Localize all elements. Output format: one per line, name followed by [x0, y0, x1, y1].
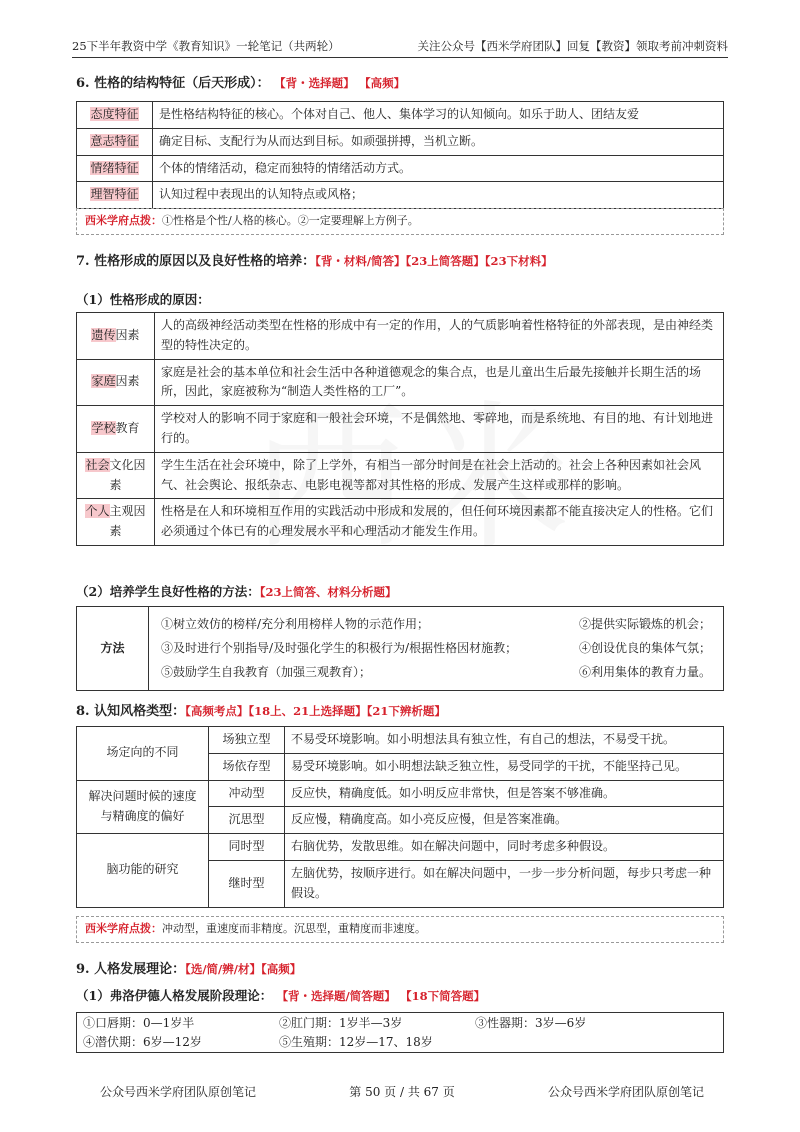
table-row [77, 102, 724, 129]
footer-left: 公众号西米学府团队原创笔记 [100, 1085, 257, 1099]
style-name: 同时型 [209, 834, 285, 861]
method-row [161, 615, 711, 635]
page-number: 第 50 页 / 共 67 页 [349, 1085, 455, 1099]
stage-item: ②肛门期：1岁半—3岁 [279, 1016, 403, 1030]
table-row [77, 727, 724, 754]
style-text: 反应慢，精确度高。如小亮反应慢，但是答案准确。 [285, 807, 724, 834]
page-footer [100, 1083, 704, 1100]
table-row [77, 155, 724, 182]
row-label: 态度特征 [90, 107, 139, 121]
style-text: 不易受环境影响。如小明想法具有独立性，有自己的想法，不易受干扰。 [285, 727, 724, 754]
method-item: ①树立效仿的榜样/充分利用榜样人物的示范作用； [161, 617, 430, 631]
sec8-heading [76, 700, 446, 719]
sec6-heading [76, 72, 405, 91]
cause-label-hl: 家庭 [91, 374, 116, 389]
note-text: ①性格是个性/人格的核心。②一定要理解上方例子。 [162, 214, 419, 227]
stage-item: ①口唇期：0—1岁半 [83, 1016, 195, 1030]
method-item: ③及时进行个别指导/及时强化学生的积极行为/根据性格因材施教； [161, 640, 518, 655]
style-name: 冲动型 [209, 780, 285, 807]
stage-row [83, 1014, 717, 1033]
structure-table [76, 101, 724, 209]
row-text: 确定目标、支配行为从而达到目标。如顽强拼搏，当机立断。 [153, 128, 724, 155]
table-row [77, 780, 724, 807]
sec9-sub1-heading [76, 986, 485, 1004]
style-text: 左脑优势，按顺序进行。如在解决问题中，一步一步分析问题，每步只考虑一种假设。 [285, 860, 724, 907]
stage-item: ③性器期：3岁—6岁 [475, 1016, 587, 1030]
cause-label-rest: 因素 [115, 327, 140, 342]
note-label: 西米学府点拨： [85, 922, 162, 935]
sec8-note [76, 916, 724, 943]
method-row [161, 639, 711, 659]
sec6-tag2: 【高频】 [359, 76, 406, 90]
cause-text: 学生生活在社会环境中，除了上学外，有相当一部分时间是在社会上活动的。社会上各种因素如社会风气、社会舆论、报纸杂志、电影电视等都对其性格的形成、发展产生这样或那样的影响。 [155, 452, 724, 499]
cause-label-hl: 遗传 [91, 327, 116, 342]
footer-right: 公众号西米学府团队原创笔记 [547, 1085, 704, 1099]
note-text: 冲动型，重速度而非精度。沉思型，重精度而非速度。 [162, 922, 426, 935]
cognitive-style-table [76, 726, 724, 908]
cause-text: 学校对人的影响不同于家庭和一般社会环境，不是偶然地、零碎地，而是系统地、有目的地、有计划地进行的。 [155, 406, 724, 453]
row-label: 情绪特征 [90, 160, 139, 175]
methods-cell [149, 607, 724, 691]
row-text: 个体的情绪活动，稳定而独特的情绪活动方式。 [153, 155, 724, 182]
method-item: ⑤鼓励学生自我教育（加强三观教育）； [161, 664, 372, 679]
table-row [77, 834, 724, 861]
table-row [77, 452, 724, 499]
sec7-heading [76, 250, 553, 269]
stage-item: ④潜伏期：6岁—12岁 [83, 1034, 202, 1049]
style-name: 沉思型 [209, 807, 285, 834]
cause-text: 家庭是社会的基本单位和社会生活中各种道德观念的集合点，也是儿童出生后最先接触并长期生活的场所，因此，家庭被称为“制造人类性格的工厂”。 [155, 359, 724, 406]
style-name: 继时型 [209, 860, 285, 907]
sec7-sub2-tag: 【23上简答、材料分析题】 [259, 585, 397, 599]
causes-table [76, 312, 724, 546]
sec7-tags: 【背・材料/简答】【23上简答题】【23下材料】 [315, 254, 553, 268]
cause-label-rest: 教育 [115, 421, 140, 436]
method-item: ②提供实际锻炼的机会； [578, 617, 711, 631]
group-name: 脑功能的研究 [77, 834, 209, 907]
sec7-sub2: （2）培养学生良好性格的方法： [76, 584, 260, 599]
stage-item: ⑤生殖期：12岁—17、18岁 [279, 1034, 433, 1049]
method-label: 方法 [77, 607, 149, 691]
sec7-title: 7. 性格形成的原因以及良好性格的培养： [76, 254, 316, 269]
row-label: 意志特征 [90, 133, 139, 148]
page-header [72, 36, 728, 58]
cause-text: 人的高级神经活动类型在性格的形成中有一定的作用，人的气质影响着性格特征的外部表现，是由神经类型的特性决定的。 [155, 313, 724, 360]
freud-stages-table [76, 1012, 724, 1053]
style-text: 易受环境影响。如小明想法缺乏独立性，易受同学的干扰，不能坚持己见。 [285, 753, 724, 780]
row-text: 认知过程中表现出的认知特点或风格； [153, 182, 724, 209]
sec9-tags: 【选/简/辨/材】【高频】 [185, 962, 302, 976]
table-row [77, 128, 724, 155]
method-row [161, 663, 711, 683]
sec8-tags: 【高频考点】【18上、21上选择题】【21下辨析题】 [185, 704, 446, 718]
table-row [77, 359, 724, 406]
stage-row [83, 1033, 717, 1052]
sec6-tag1: 【背・选择题】 [274, 76, 355, 90]
row-text: 是性格结构特征的核心。个体对自己、他人、集体学习的认知倾向。如乐于助人、团结友爱 [153, 102, 724, 129]
cause-label-hl: 学校 [91, 421, 116, 436]
table-row [77, 182, 724, 209]
header-left: 25下半年教资中学《教育知识》一轮笔记（共两轮） [72, 39, 340, 53]
group-name: 解决问题时候的速度与精确度的偏好 [77, 780, 209, 834]
table-row [77, 406, 724, 453]
sec8-title: 8. 认知风格类型： [76, 704, 186, 719]
sec7-sub1: （1）性格形成的原因： [76, 292, 210, 307]
cause-label-hl: 个人 [85, 504, 110, 519]
header-right: 关注公众号【西米学府团队】回复【教资】领取考前冲刺资料 [417, 39, 728, 53]
row-label: 理智特征 [90, 187, 139, 202]
sec9-title: 9. 人格发展理论： [76, 962, 186, 977]
sec9-sub1: （1）弗洛伊德人格发展阶段理论： [76, 988, 273, 1003]
sec7-sub2-heading [76, 582, 396, 600]
style-name: 场独立型 [209, 727, 285, 754]
sec9-sub1-tag1: 【背・选择题/简答题】 [276, 989, 396, 1003]
cause-label-rest: 文化因素 [109, 457, 146, 492]
style-name: 场依存型 [209, 753, 285, 780]
methods-table [76, 606, 724, 691]
table-row [77, 313, 724, 360]
cause-label-hl: 社会 [85, 457, 110, 472]
cause-text: 性格是在人和环境相互作用的实践活动中形成和发展的，但任何环境因素都不能直接决定人的性格。它们必须通过个体已有的心理发展水平和心理活动才能发生作用。 [155, 499, 724, 546]
table-row [77, 499, 724, 546]
method-item: ④创设优良的集体气氛； [578, 640, 711, 655]
style-text: 反应快，精确度低。如小明反应非常快，但是答案不够准确。 [285, 780, 724, 807]
sec6-note [76, 208, 724, 235]
method-item: ⑥利用集体的教育力量。 [578, 664, 711, 679]
sec6-title: 6. 性格的结构特征（后天形成）： [76, 76, 270, 91]
group-name: 场定向的不同 [77, 727, 209, 781]
style-text: 右脑优势，发散思维。如在解决问题中，同时考虑多种假设。 [285, 834, 724, 861]
cause-label-rest: 主观因素 [109, 504, 146, 539]
sec9-sub1-tag2: 【18下简答题】 [400, 989, 486, 1003]
sec9-heading [76, 958, 301, 977]
note-label: 西米学府点拨： [85, 214, 162, 227]
cause-label-rest: 因素 [115, 374, 140, 389]
